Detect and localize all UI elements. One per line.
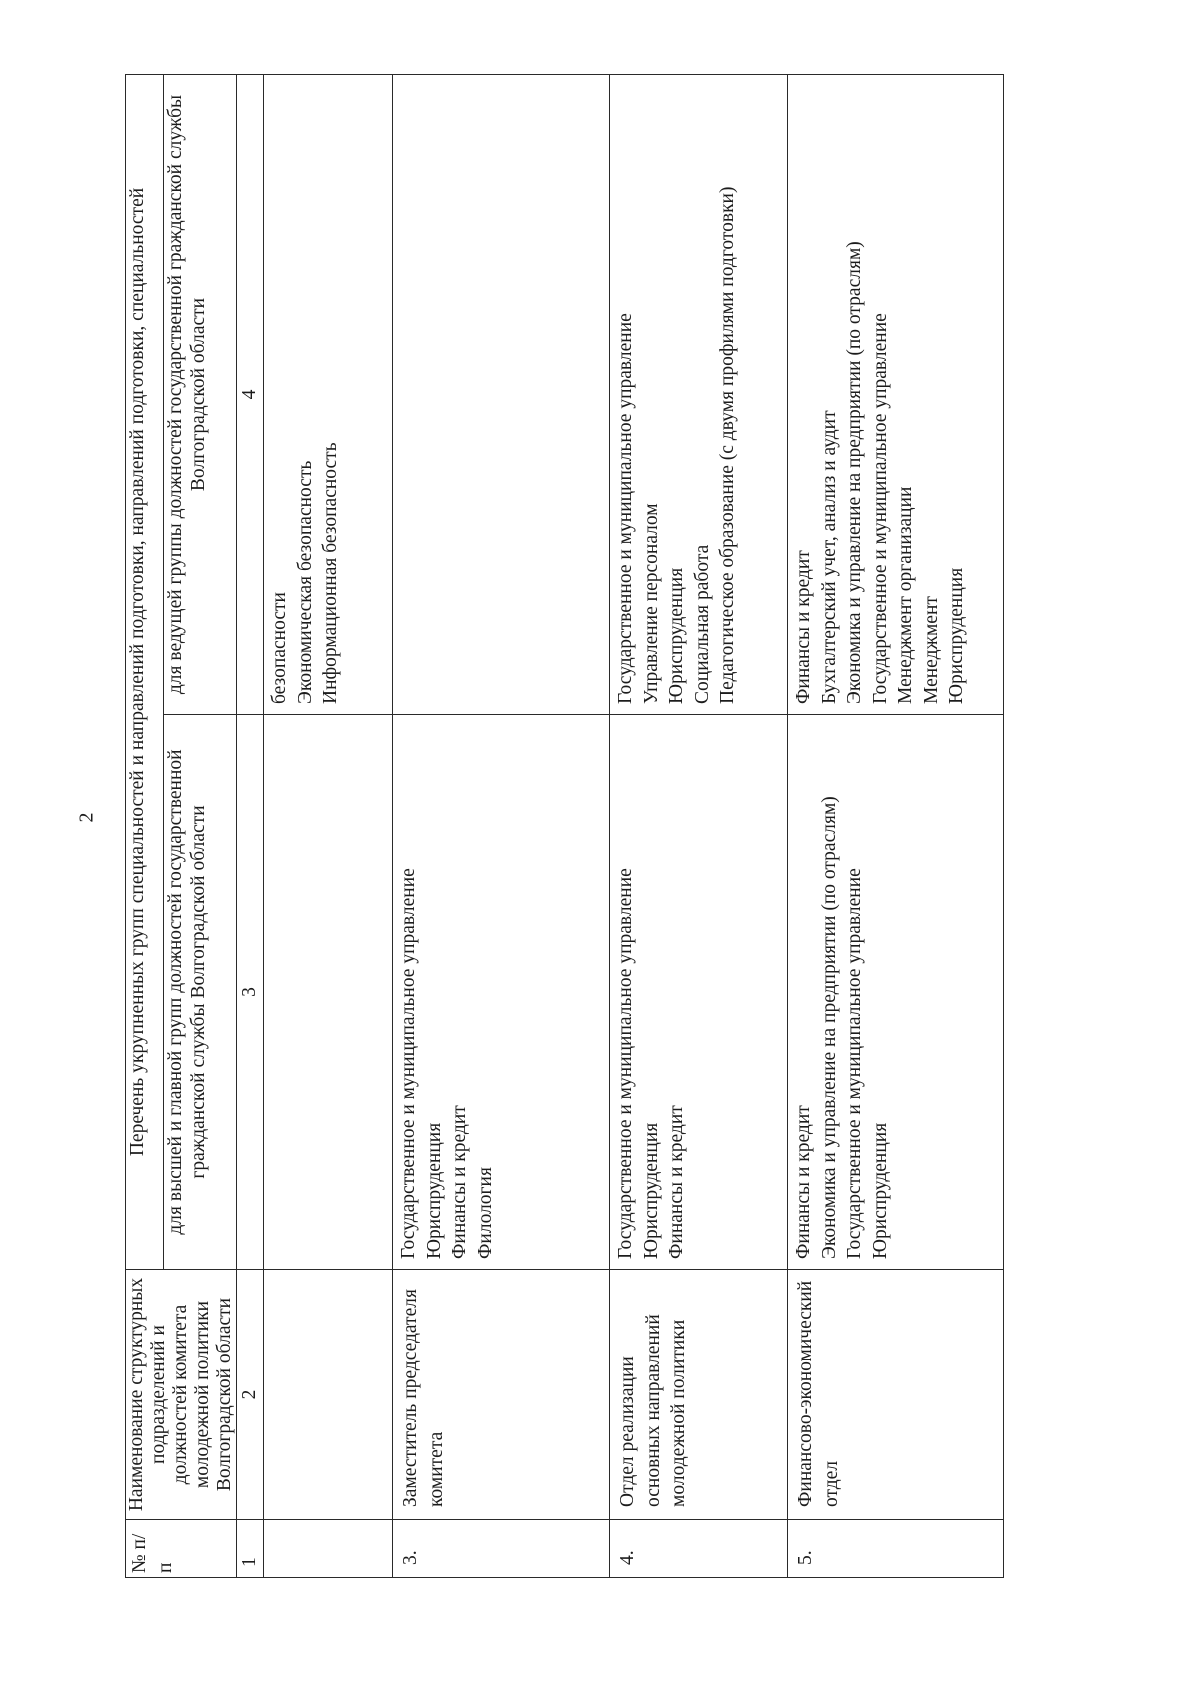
specialty-item: Юриспруденция [869, 1122, 891, 1259]
column-index: 3 [237, 715, 264, 1270]
specialty-item: Экономическая безопасность [294, 460, 316, 704]
unit-name: Финансово-экономический отдел [788, 1270, 1004, 1520]
table-row [264, 74, 393, 1577]
header-specialties-list: Перечень укрупненных групп специальностей и направлений подготовки, направлений подготовки, специальностей [126, 74, 164, 1269]
specialty-item: Финансы и кредит [793, 550, 814, 704]
specialty-item: Менеджмент организации [895, 486, 916, 704]
high-group-specialties [610, 715, 788, 1270]
specialty-item: Экономика и управление на предприятии (по отраслям) [818, 796, 840, 1259]
table-row [393, 74, 610, 1577]
header-number: № п/п [126, 1520, 237, 1578]
specialty-item: Юриспруденция [640, 1122, 662, 1259]
row-number [264, 1520, 393, 1578]
specialty-item: Юриспруденция [666, 567, 687, 704]
row-number: 5. [788, 1520, 1004, 1578]
specialty-item: безопасности [269, 592, 290, 704]
specialty-item: Финансы и кредит [666, 1105, 687, 1259]
page-number: 2 [75, 812, 98, 823]
specialty-item: Экономика и управление на предприятии (по отраслям) [844, 241, 865, 704]
specialty-item: Юриспруденция [423, 1122, 445, 1259]
lead-group-specialties [610, 74, 788, 714]
specialty-item: Филология [474, 1167, 496, 1259]
header-high-group: для высшей и главной групп должностей государственной гражданской службы Волгоградской области [163, 715, 236, 1270]
specialty-item: Информационная безопасность [320, 442, 341, 704]
row-number: 4. [610, 1520, 788, 1578]
column-index: 4 [237, 74, 264, 714]
specialty-item: Финансы и кредит [449, 1105, 470, 1259]
header-unit-name: Наименование структурных подразделений и должностей комитета молодежной политики Волгоградской области [126, 1270, 237, 1520]
specialty-item: Финансы и кредит [793, 1105, 814, 1259]
high-group-specialties [393, 715, 610, 1270]
high-group-specialties [788, 715, 1004, 1270]
row-number: 3. [393, 1520, 610, 1578]
column-index: 2 [237, 1270, 264, 1520]
column-index: 1 [237, 1520, 264, 1578]
high-group-specialties [264, 715, 393, 1270]
lead-group-specialties [264, 74, 393, 714]
unit-name [264, 1270, 393, 1520]
table-row [788, 74, 1004, 1577]
header-lead-group: для ведущей группы должностей государственной гражданской службы Волгоградской области [163, 74, 236, 714]
specialty-item: Педагогическое образование (с двумя профилями подготовки) [717, 186, 738, 704]
table-header-row [126, 74, 164, 1577]
specialty-item: Управление персоналом [640, 503, 662, 704]
specialty-item: Государственное и муниципальное управление [398, 868, 419, 1259]
specialty-item: Государственное и муниципальное управление [615, 868, 636, 1259]
unit-name: Заместитель председателя комитета [393, 1270, 610, 1520]
specialties-table [125, 74, 1004, 1578]
rotated-page-content [125, 75, 1135, 1578]
column-index-row [237, 74, 264, 1577]
specialty-item: Бухгалтерский учет, анализ и аудит [818, 410, 840, 704]
specialty-item: Юриспруденция [946, 567, 967, 704]
specialty-item: Государственное и муниципальное управление [615, 313, 636, 704]
specialty-item: Государственное и муниципальное управление [869, 313, 891, 704]
table-row [610, 74, 788, 1577]
lead-group-specialties [788, 74, 1004, 714]
lead-group-specialties [393, 74, 610, 714]
specialty-item: Государственное и муниципальное управление [844, 868, 865, 1259]
specialty-item: Менеджмент [920, 596, 942, 704]
specialty-item: Социальная работа [691, 544, 713, 704]
unit-name: Отдел реализации основных направлений молодежной политики [610, 1270, 788, 1520]
